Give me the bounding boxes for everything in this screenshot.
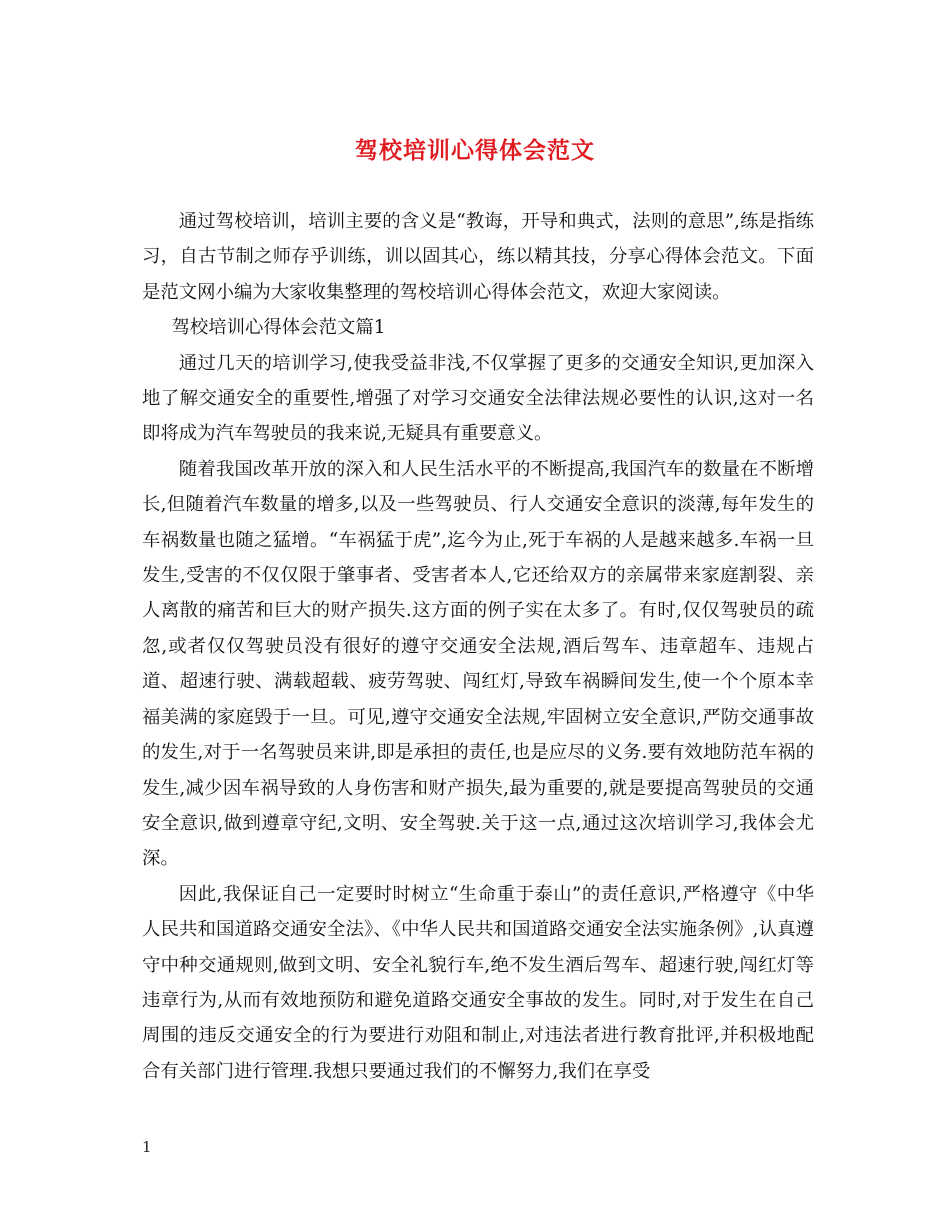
body-paragraph: 因此,我保证自己一定要时时树立“生命重于泰山”的责任意识,严格遵守《中华人民共和国道路交通安全法》、《中华人民共和国道路交通安全法实施条例》,认真遵守中种交通规则,做到文明、安全礼貌行车,绝不发生酒后驾车、超速行驶,闯红灯等违章行为,从而有效地预防和避免道路交通安全事故的发生。同时,对于发生在自己周围的违反交通安全的行为要进行劝阻和制止,对违法者进行教育批评,并积极地配合有关部门进行管理.我想只要通过我们的不懈努力,我们在享受 (142, 883, 814, 1082)
document-body (142, 204, 814, 1089)
body-paragraph: 通过几天的培训学习,使我受益非浅,不仅掌握了更多的交通安全知识,更加深入地了解交通安全的重要性,增强了对学习交通安全法律法规必要性的认识,这对一名即将成为汽车驾驶员的我来说,无疑具有重要意义。 (142, 352, 814, 445)
document-title: 驾校培训心得体会范文 (355, 137, 595, 164)
section-heading: 驾校培训心得体会范文篇1 (171, 317, 386, 339)
intro-paragraph: 通过驾校培训，培训主要的含义是“教诲，开导和典式，法则的意思”,练是指练习，自古节制之师存乎训练，训以固其心，练以精其技，分享心得体会范文。下面是范文网小编为大家收集整理的驾校培训心得体会范文，欢迎大家阅读。 (142, 211, 814, 303)
page-number: 1 (142, 1138, 152, 1156)
body-paragraph: 随着我国改革开放的深入和人民生活水平的不断提高,我国汽车的数量在不断增长,但随着汽车数量的增多,以及一些驾驶员、行人交通安全意识的淡薄,每年发生的车祸数量也随之猛增。“车祸猛于虎”,迄今为止,死于车祸的人是越来越多.车祸一旦发生,受害的不仅仅限于肇事者、受害者本人,它还给双方的亲属带来家庭割裂、亲人离散的痛苦和巨大的财产损失.这方面的例子实在太多了。有时,仅仅驾驶员的疏忽,或者仅仅驾驶员没有很好的遵守交通安全法规,酒后驾车、违章超车、违规占道、超速行驶、满载超载、疲劳驾驶、闯红灯,导致车祸瞬间发生,使一个个原本幸福美满的家庭毁于一旦。可见,遵守交通安全法规,牢固树立安全意识,严防交通事故的发生,对于一名驾驶员来讲,即是承担的责任,也是应尽的义务.要有效地防范车祸的发生,减少因车祸导致的人身伤害和财产损失,最为重要的,就是要提高驾驶员的交通安全意识,做到遵章守纪,文明、安全驾驶.关于这一点,通过这次培训学习,我体会尤深。 (142, 458, 814, 870)
